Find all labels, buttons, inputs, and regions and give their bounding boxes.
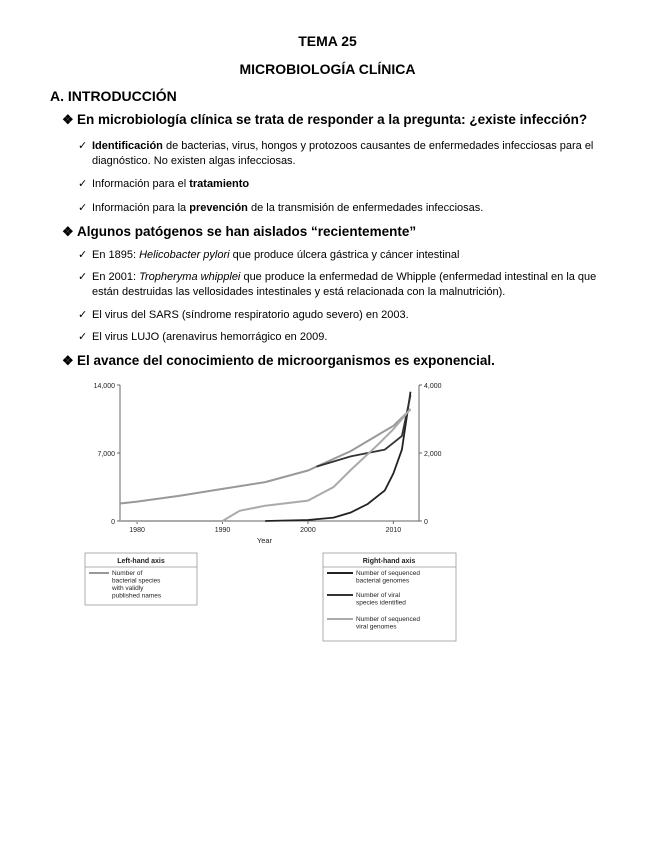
bullet-heading-2 xyxy=(62,224,416,240)
legend-entry-line: Number of sequenced xyxy=(356,570,420,577)
checkmark-icon: ✓ xyxy=(78,309,88,321)
item-text: En 2001: xyxy=(92,271,140,283)
item-text: de bacterias, virus, hongos y protozoos causantes de enfermedades infecciosas para el diagnóstico. No existen algas infecciosas. xyxy=(92,140,594,167)
left-tick-label: 14,000 xyxy=(93,383,115,390)
bullet-text: El avance del conocimiento de microorganismos es exponencial. xyxy=(77,353,495,368)
checkmark-icon: ✓ xyxy=(78,271,88,283)
checkmark-icon: ✓ xyxy=(78,331,88,343)
item-text: de la transmisión de enfermedades infecciosas. xyxy=(247,202,484,214)
legend-entry-line: published names xyxy=(112,592,162,600)
item-text: que produce úlcera gástrica y cáncer intestinal xyxy=(229,249,460,261)
legend-entry-line: Number of xyxy=(112,570,143,577)
bullet-text: En microbiología clínica se trata de responder a la pregunta: ¿existe infección? xyxy=(77,112,588,127)
item-text: El virus LUJO (arenavirus hemorrágico en 2009. xyxy=(92,331,328,343)
checkmark-icon: ✓ xyxy=(78,140,88,152)
legend-entry-line: viral genomes xyxy=(356,623,397,631)
legend-entry-line: Number of sequenced xyxy=(356,616,420,623)
item-species: Tropheryma whipplei xyxy=(139,271,241,283)
legend-entry-line: bacterial species xyxy=(112,577,161,585)
legend-entry-line: with validly xyxy=(112,585,144,592)
document-title: TEMA 25 xyxy=(298,33,357,49)
checkmark-icon: ✓ xyxy=(78,178,88,190)
series-line-1 xyxy=(120,409,411,503)
section-heading: A. INTRODUCCIÓN xyxy=(50,88,177,104)
checkmark-icon: ✓ xyxy=(78,202,88,214)
legend-right-title: Right-hand axis xyxy=(362,558,416,565)
list-item xyxy=(78,308,618,323)
right-tick-label: 0 xyxy=(424,519,428,526)
legend-entry xyxy=(356,592,406,607)
x-tick-label: 1980 xyxy=(129,527,145,534)
checkmark-icon: ✓ xyxy=(78,249,88,261)
left-tick-label: 7,000 xyxy=(97,451,115,458)
item-text: Información para el xyxy=(92,178,190,190)
x-tick-label: 2000 xyxy=(300,527,316,534)
chart-legend xyxy=(85,553,456,641)
list-item xyxy=(78,201,618,216)
item-text: En 1895: xyxy=(92,249,140,261)
item-text: que produce la enfermedad de Whipple (enfermedad intestinal en la que están destruidas las vellosidades intestinales y está relacionada con la malnutrición). xyxy=(92,271,597,298)
diamond-bullet-icon: ❖ xyxy=(62,112,74,127)
list-item xyxy=(78,330,618,345)
legend-entry-line: Number of viral xyxy=(356,592,401,599)
series-line-3 xyxy=(317,395,411,466)
bullet-heading-1 xyxy=(62,112,587,128)
chart-series xyxy=(120,392,411,521)
x-tick-label: 2010 xyxy=(385,527,402,534)
right-tick-label: 2,000 xyxy=(424,451,442,458)
legend-left-title: Left-hand axis xyxy=(117,558,165,565)
legend-entry-line: species identified xyxy=(356,599,406,607)
list-item xyxy=(78,139,618,169)
item-strong: prevención xyxy=(189,202,248,214)
bullet-heading-3 xyxy=(62,353,495,369)
item-strong: tratamiento xyxy=(189,178,250,190)
bullet-text: Algunos patógenos se han aislados “recientemente” xyxy=(77,224,417,239)
x-tick-label: 1990 xyxy=(214,527,231,534)
diamond-bullet-icon: ❖ xyxy=(62,353,74,368)
document-subtitle: MICROBIOLOGÍA CLÍNICA xyxy=(239,61,416,77)
list-item xyxy=(78,248,618,263)
diamond-bullet-icon: ❖ xyxy=(62,224,74,239)
item-text: El virus del SARS (síndrome respiratorio agudo severo) en 2003. xyxy=(92,309,409,321)
growth-chart xyxy=(75,375,475,650)
item-text: Información para la xyxy=(92,202,190,214)
item-strong: Identificación xyxy=(92,140,163,152)
x-axis-label: Year xyxy=(256,536,273,545)
item-species: Helicobacter pylori xyxy=(139,249,230,261)
left-tick-label: 0 xyxy=(111,519,115,526)
legend-entry-line: bacterial genomes xyxy=(356,577,410,585)
list-item xyxy=(78,177,618,192)
right-tick-label: 4,000 xyxy=(424,383,442,390)
list-item xyxy=(78,270,618,300)
